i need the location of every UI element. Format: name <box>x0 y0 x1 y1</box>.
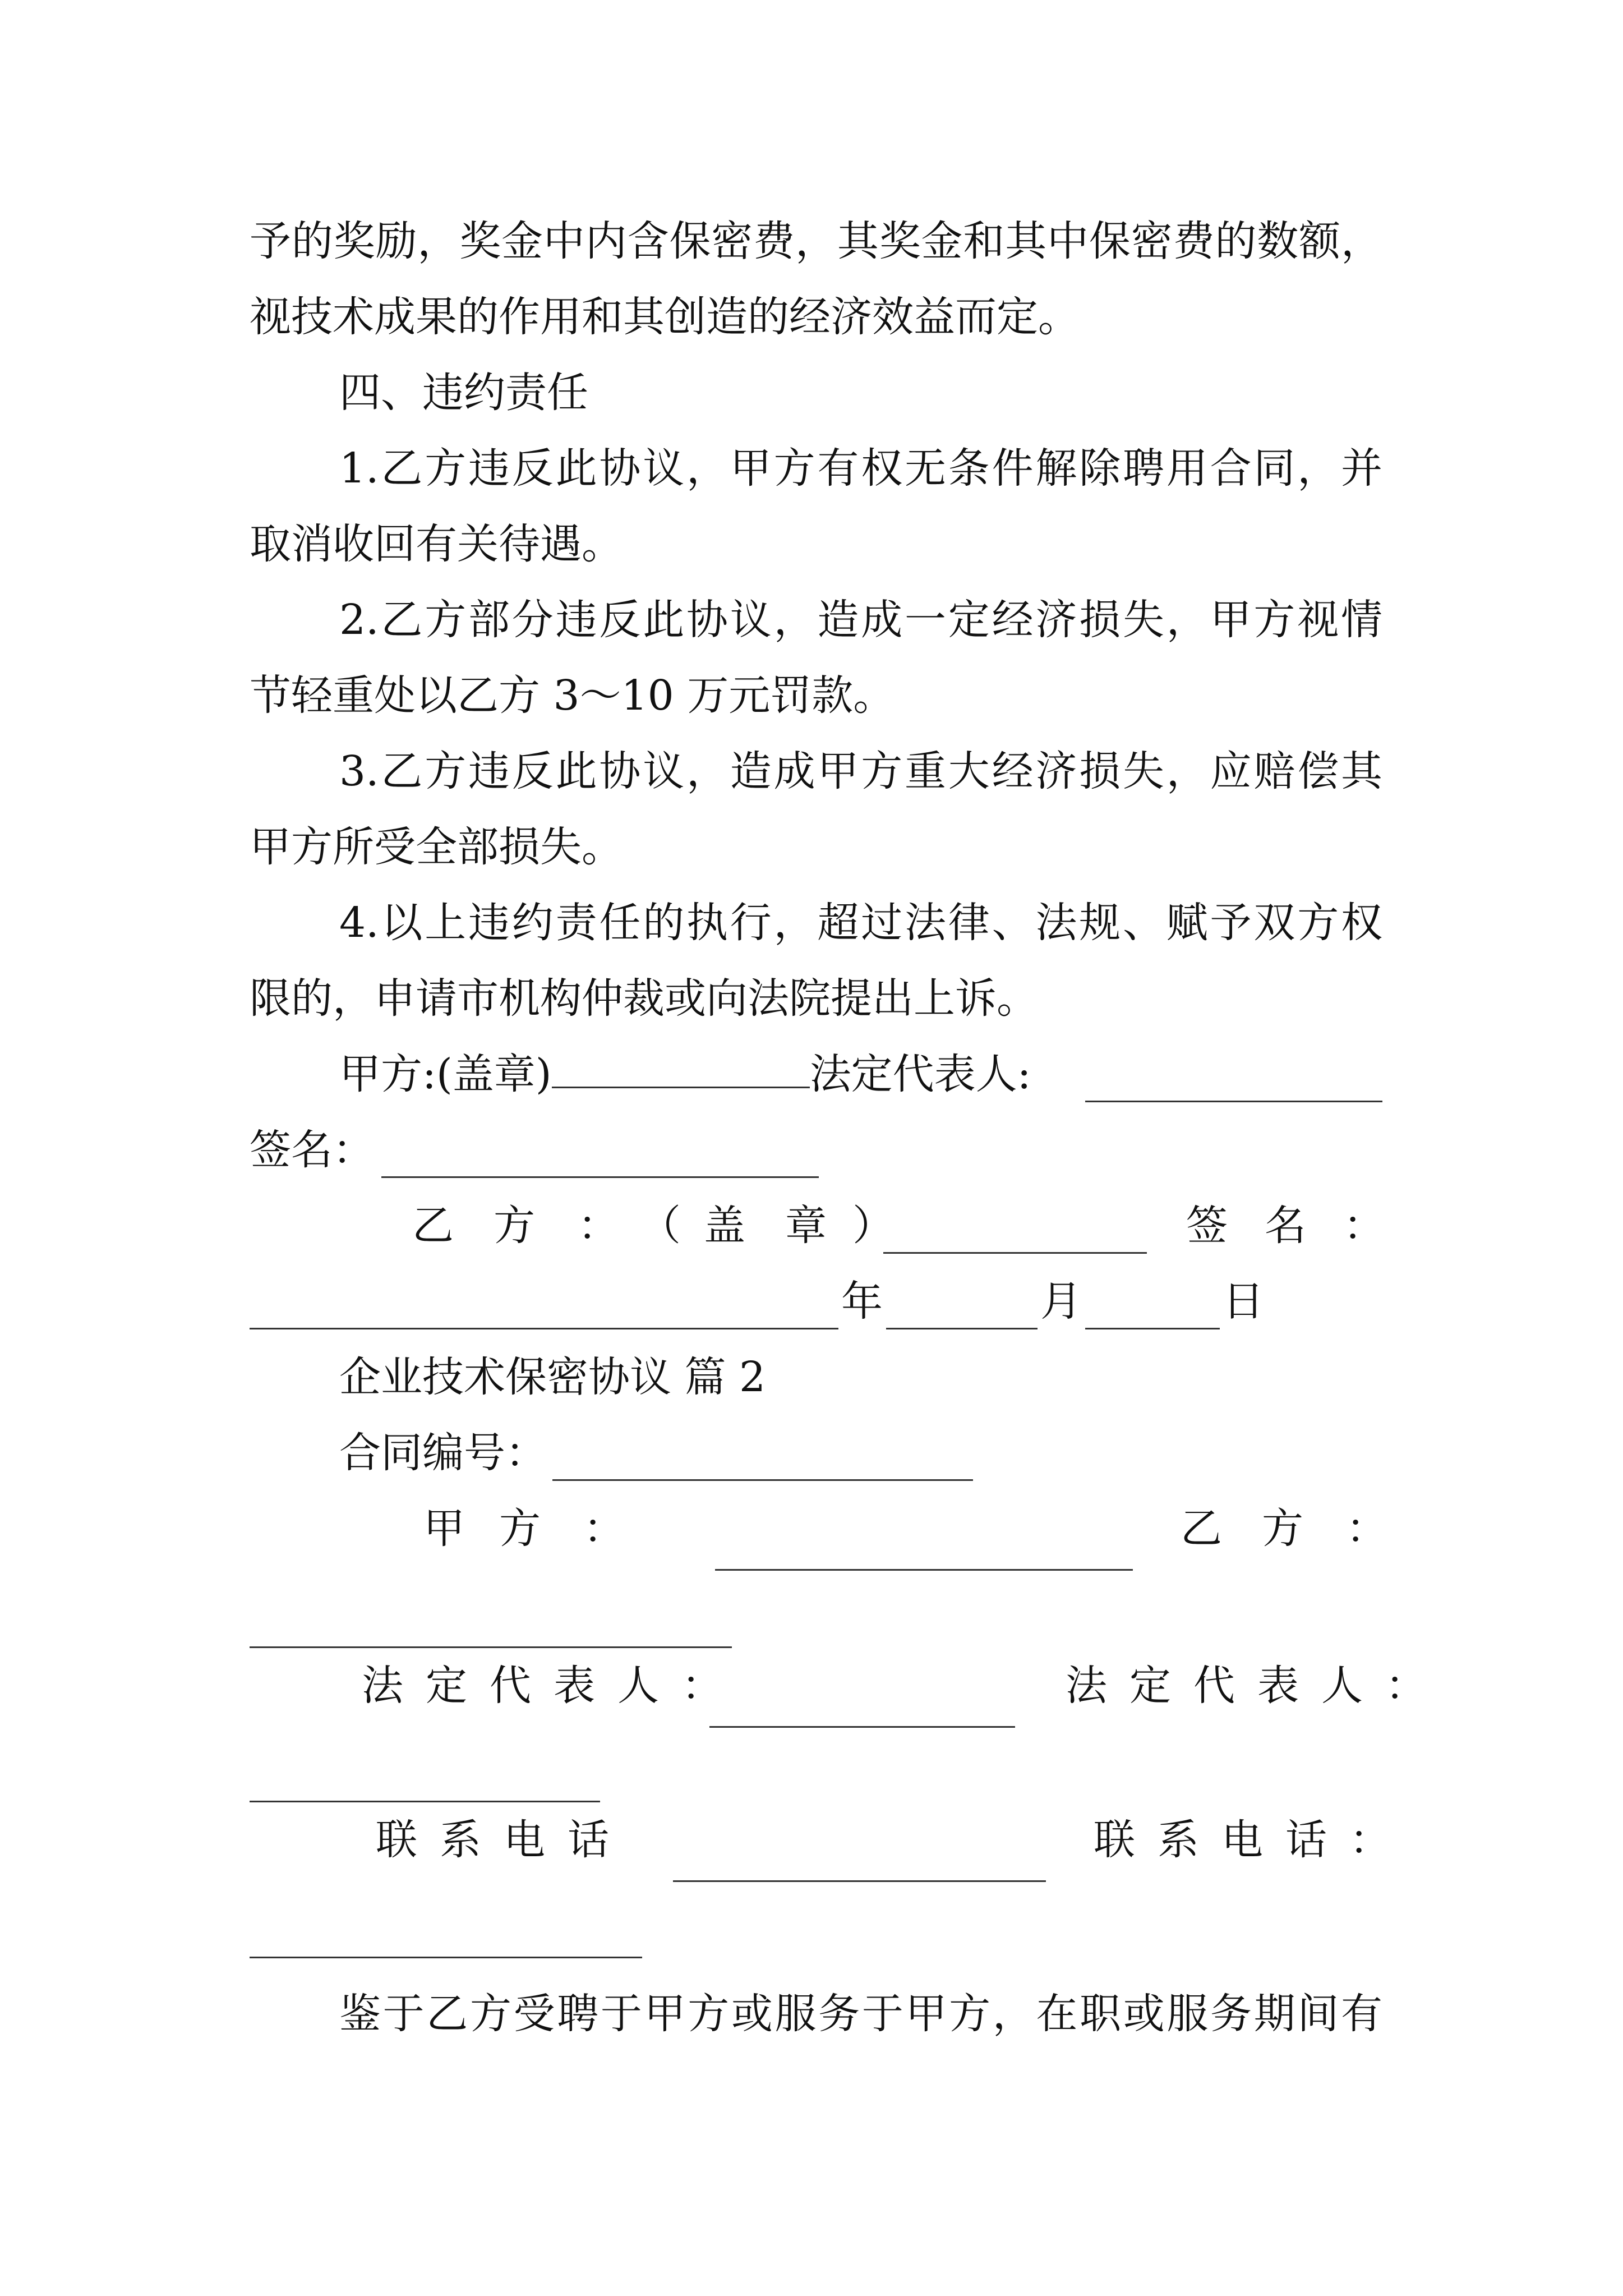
party-b-row-colon: ： <box>1346 1504 1387 1553</box>
paragraph-line: 节轻重处以乙方 3～10 万元罚款。 <box>250 671 895 720</box>
party-b-seal-char-2: 章 <box>785 1202 827 1250</box>
party-b-seal-open: （ <box>639 1202 681 1250</box>
party-b-label-2: 方 <box>494 1202 535 1250</box>
contract-number-line <box>339 1425 1382 1481</box>
party-a-rep-label: 法定代表人: <box>809 1050 1031 1098</box>
paragraph-line: 4.以上违约责任的执行，超过法律、法规、赋予双方权 <box>339 899 1382 947</box>
date-month-blank[interactable] <box>886 1328 1038 1329</box>
date-day-label: 日 <box>1223 1277 1264 1326</box>
section-title: 企业技术保密协议 篇 2 <box>339 1353 766 1401</box>
party-a-sign-blank[interactable] <box>381 1176 819 1178</box>
paragraph-line: 取消收回有关待遇。 <box>250 520 623 568</box>
party-a-sign-line <box>250 1122 1382 1178</box>
phone-a-blank[interactable] <box>673 1880 1046 1882</box>
phone-label-b: 联系电话： <box>1094 1816 1413 1864</box>
legal-rep-label-a: 法定代表人： <box>362 1662 745 1710</box>
party-b-sign-char-1: 签 <box>1186 1202 1228 1250</box>
party-a-label: 甲方: <box>339 1050 436 1098</box>
party-a-signature-line <box>339 1046 1382 1102</box>
party-a-name-blank[interactable] <box>715 1569 1133 1571</box>
paragraph-line: 2.乙方部分违反此协议，造成一定经济损失，甲方视情 <box>339 596 1382 644</box>
date-month-label: 月 <box>1040 1277 1082 1326</box>
contract-number-label: 合同编号： <box>339 1429 547 1477</box>
party-b-seal-char-1: 盖 <box>704 1202 745 1250</box>
party-b-label-1: 乙 <box>412 1202 454 1250</box>
party-b-colon: ： <box>578 1202 619 1250</box>
party-a-seal-label: (盖章) <box>436 1050 552 1098</box>
paragraph-line: 限的，申请市机构仲裁或向法院提出上诉。 <box>250 974 1038 1023</box>
contract-number-blank[interactable] <box>552 1479 973 1481</box>
paragraph-line: 鉴于乙方受聘于甲方或服务于甲方，在职或服务期间有 <box>339 1990 1382 2038</box>
paragraph-line: 3.乙方违反此协议，造成甲方重大经济损失，应赔偿其 <box>339 747 1382 795</box>
section-heading: 四、违约责任 <box>339 369 588 417</box>
phone-b-blank[interactable] <box>250 1957 642 1958</box>
date-year-label: 年 <box>841 1277 883 1326</box>
party-b-char-1: 乙 <box>1181 1504 1222 1553</box>
party-a-seal-blank[interactable] <box>552 1047 810 1088</box>
party-b-name-blank[interactable] <box>250 1646 732 1648</box>
legal-rep-a-blank[interactable] <box>709 1726 1015 1728</box>
party-b-sign-char-2: 名 <box>1265 1202 1306 1250</box>
paragraph-line: 视技术成果的作用和其创造的经济效益而定。 <box>250 293 1080 341</box>
party-b-sign-blank[interactable] <box>250 1328 838 1329</box>
party-b-char-2: 方 <box>1262 1504 1303 1553</box>
party-b-seal-blank[interactable] <box>883 1252 1147 1254</box>
legal-rep-b-blank[interactable] <box>250 1801 600 1802</box>
legal-rep-label-b: 法定代表人： <box>1066 1662 1449 1710</box>
party-b-seal-close: ） <box>852 1202 894 1250</box>
paragraph-line: 甲方所受全部损失。 <box>250 823 623 871</box>
party-a-char-1: 甲 <box>423 1504 465 1553</box>
party-b-sign-colon: ： <box>1343 1202 1385 1250</box>
paragraph-line: 予的奖励，奖金中内含保密费，其奖金和其中保密费的数额， <box>250 217 1382 265</box>
party-a-sign-label: 签名： <box>250 1126 374 1174</box>
party-a-char-2: 方 <box>499 1504 541 1553</box>
paragraph-line: 1.乙方违反此协议，甲方有权无条件解除聘用合同，并 <box>339 444 1382 493</box>
party-a-colon: ： <box>583 1504 625 1553</box>
phone-label-a: 联系电话 <box>376 1816 631 1864</box>
party-a-rep-blank[interactable] <box>1085 1101 1382 1102</box>
date-day-blank[interactable] <box>1085 1328 1220 1329</box>
